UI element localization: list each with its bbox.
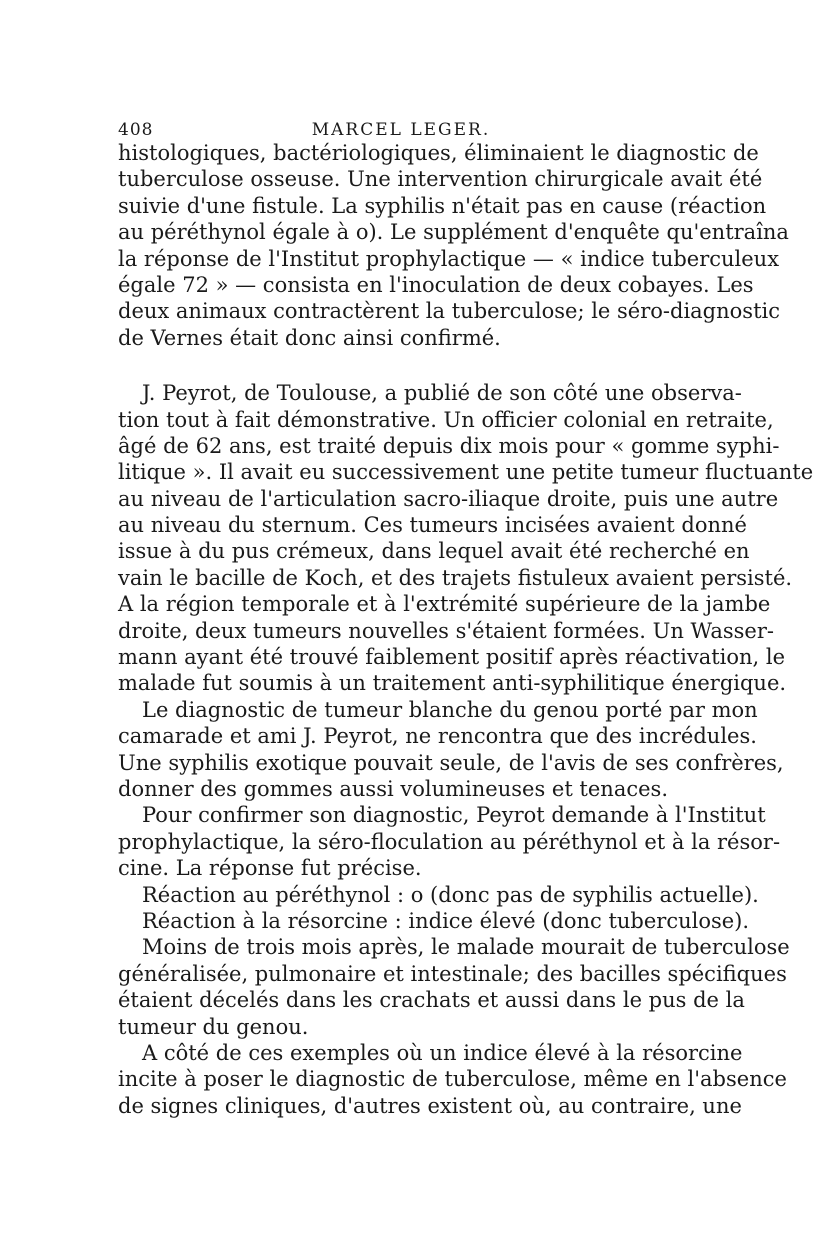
paragraph [118,697,784,803]
text-line: de signes cliniques, d'autres existent où, au contraire, une [118,1093,742,1118]
paragraph [118,882,759,908]
text-line: âgé de 62 ans, est traité depuis dix mois pour « gomme syphi- [118,433,780,458]
running-title: MARCEL LEGER. [311,120,491,140]
text-line: J. Peyrot, de Toulouse, a publié de son côté une observa- [142,381,742,406]
text-line: tion tout à fait démonstrative. Un officier colonial en retraite, [118,407,774,432]
text-line: donner des gommes aussi volumineuses et tenaces. [118,776,668,801]
text-line: étaient décelés dans les crachats et aussi dans le pus de la [118,988,745,1013]
text-line: deux animaux contractèrent la tuberculose; le séro-diagnostic [118,299,780,324]
text-line: cine. La réponse fut précise. [118,856,422,881]
text-line: généralisée, pulmonaire et intestinale; des bacilles spécifiques [118,961,787,986]
paragraph-gap [118,351,684,380]
text-line: incite à poser le diagnostic de tuberculose, même en l'absence [118,1067,787,1092]
text-line: histologiques, bactériologiques, éliminaient le diagnostic de [118,141,759,165]
text-line: au péréthynol égale à o). Le supplément d'enquête qu'entraîna [118,220,789,245]
text-line: A côté de ces exemples où un indice élevé à la résorcine [142,1040,743,1065]
text-line: prophylactique, la séro-floculation au péréthynol et à la résor- [118,829,781,854]
page-number: 408 [118,120,154,140]
text-line: vain le bacille de Koch, et des trajets fistuleux avaient persisté. [118,565,793,590]
text-line: de Vernes était donc ainsi confirmé. [118,325,501,350]
text-line: Réaction au péréthynol : o (donc pas de syphilis actuelle). [142,882,759,907]
page [118,112,813,1119]
paragraph [118,140,789,351]
text-line: camarade et ami J. Peyrot, ne rencontra que des incrédules. [118,724,757,749]
paragraph [118,380,813,697]
paragraph [118,934,790,1040]
text-line: Le diagnostic de tumeur blanche du genou porté par mon [142,697,758,722]
text-line: au niveau de l'articulation sacro-iliaque droite, puis une autre [118,486,779,511]
text-line: mann ayant été trouvé faiblement positif après réactivation, le [118,645,786,670]
text-line: issue à du pus crémeux, dans lequel avait été recherché en [118,539,750,564]
paragraph [118,908,750,934]
text-line: tuberculose osseuse. Une intervention chirurgicale avait été [118,167,763,192]
text-line: A la région temporale et à l'extrémité supérieure de la jambe [118,592,771,617]
text-line: Une syphilis exotique pouvait seule, de l'avis de ses confrères, [118,750,784,775]
text-line: litique ». Il avait eu successivement une petite tumeur fluctuante [118,460,813,485]
text-line: Moins de trois mois après, le malade mourait de tuberculose [142,935,790,960]
text-line: droite, deux tumeurs nouvelles s'étaient formées. Un Wasser- [118,618,774,643]
body-text [118,140,813,1119]
text-line: malade fut soumis à un traitement anti-syphilitique énergique. [118,671,787,696]
text-line: égale 72 » — consista en l'inoculation de deux cobayes. Les [118,272,754,297]
paragraph [118,1040,787,1119]
text-line: Réaction à la résorcine : indice élevé (donc tuberculose). [142,908,750,933]
text-line: tumeur du genou. [118,1014,309,1039]
text-line: la réponse de l'Institut prophylactique — « indice tuberculeux [118,246,780,271]
running-head [118,112,684,140]
text-line: au niveau du sternum. Ces tumeurs incisées avaient donné [118,513,747,538]
text-line: Pour confirmer son diagnostic, Peyrot demande à l'Institut [142,803,766,828]
paragraph [118,802,781,881]
text-line: suivie d'une fistule. La syphilis n'était pas en cause (réaction [118,193,767,218]
